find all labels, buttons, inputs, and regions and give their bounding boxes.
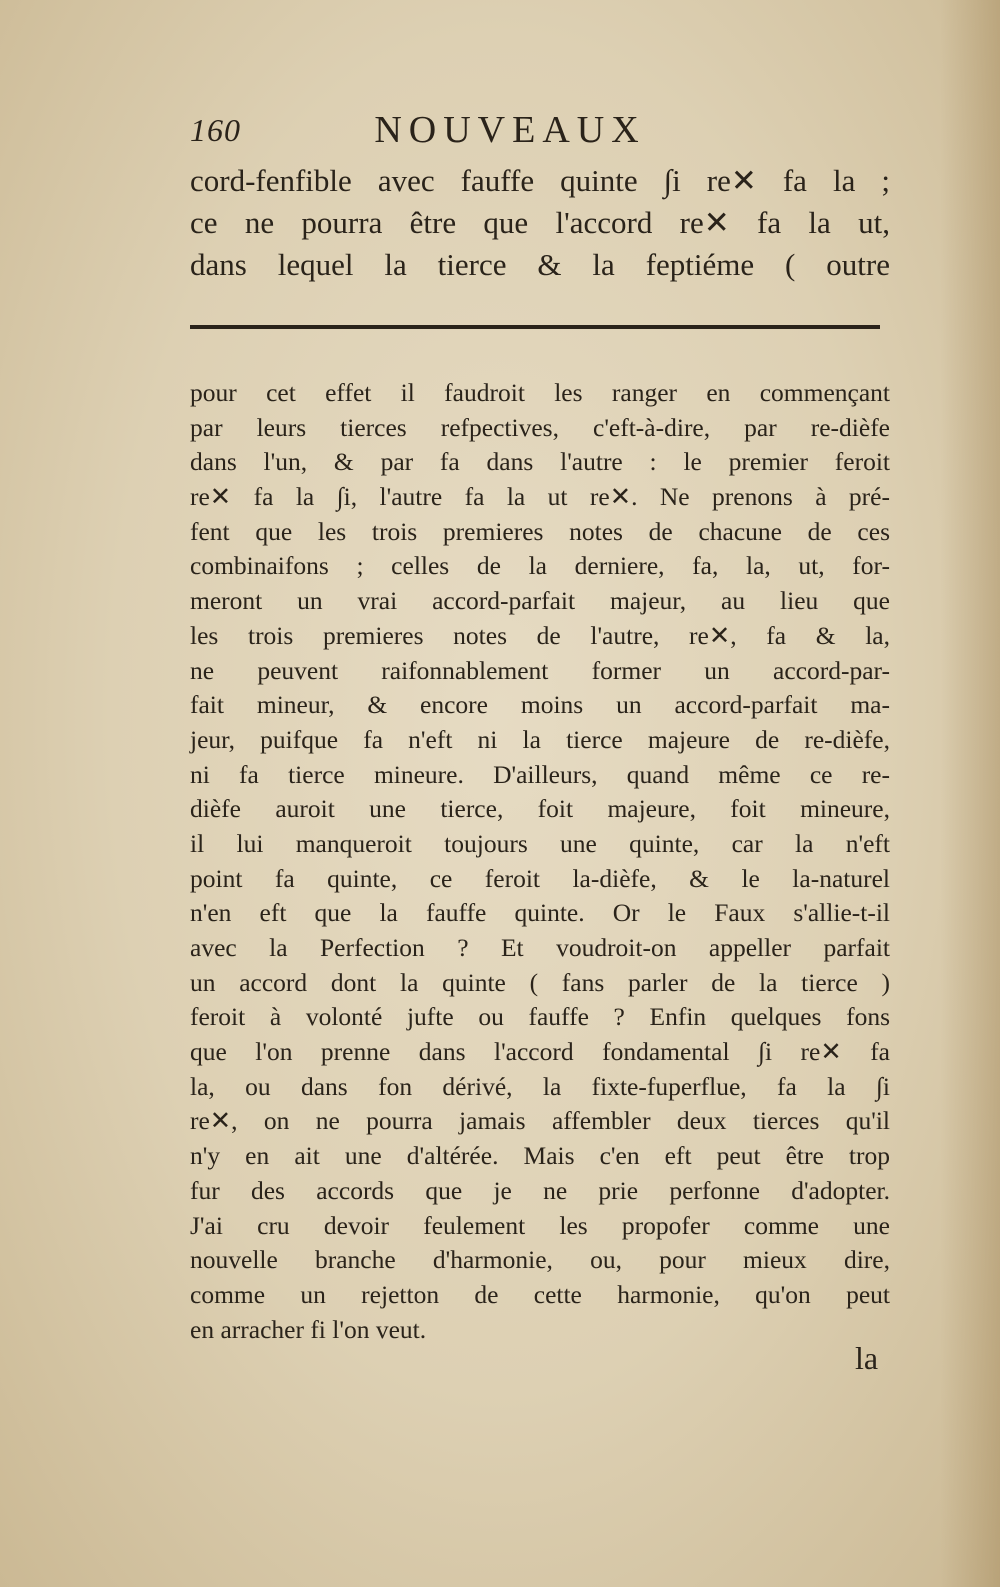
footnote-line: comme un rejetton de cette harmonie, qu'on peut [190, 1279, 890, 1309]
footnote-line: fent que les trois premieres notes de chacune de ces [190, 516, 890, 546]
catchword: la [855, 1340, 879, 1376]
footnote-line: jeur, puifque fa n'eft ni la tierce majeure de re-dièfe, [190, 724, 890, 754]
footnote-line: J'ai cru devoir feulement les propofer comme une [190, 1210, 890, 1240]
footnote-line: la, ou dans fon dérivé, la fixte-fuperflue, fa la ∫i [190, 1071, 890, 1101]
main-text-line: cord-fenfible avec fauffe quinte ∫i re✕ fa la ; [190, 163, 890, 198]
footnote-line: feroit à volonté jufte ou fauffe ? Enfin quelques fons [190, 1002, 890, 1032]
footnote-line: un accord dont la quinte ( fans parler de la tierce ) [190, 967, 890, 997]
footnote-line: combinaifons ; celles de la derniere, fa, la, ut, for- [190, 551, 890, 581]
footnote-line: point fa quinte, ce feroit la-dièfe, & le la-naturel [190, 863, 890, 893]
footnote-line: re✕, on ne pourra jamais affembler deux tierces qu'il [190, 1106, 890, 1136]
main-text-line: dans lequel la tierce & la feptiéme ( outre [190, 247, 890, 282]
footnote-line: par leurs tierces refpectives, c'eft-à-dire, par re-dièfe [190, 412, 890, 442]
footnote-line: ne peuvent raifonnablement former un accord-par- [190, 655, 890, 685]
footnote-line: nouvelle branche d'harmonie, ou, pour mieux dire, [190, 1245, 890, 1275]
footnote-line: re✕ fa la ∫i, l'autre fa la ut re✕. Ne prenons à pré- [190, 482, 890, 512]
footnote-line: que l'on prenne dans l'accord fondamental ∫i re✕ fa [190, 1037, 890, 1067]
main-text [190, 160, 890, 286]
footnote-line: dièfe auroit une tierce, foit majeure, foit mineure, [190, 794, 890, 824]
footnote-line: n'en eft que la fauffe quinte. Or le Faux s'allie-t-il [190, 898, 890, 928]
footnote-line: ni fa tierce mineure. D'ailleurs, quand même ce re- [190, 759, 890, 789]
footnote-line: avec la Perfection ? Et voudroit-on appeller parfait [190, 933, 890, 962]
footnote-line: il lui manqueroit toujours une quinte, car la n'eft [190, 828, 890, 858]
footnote-line: fur des accords que je ne prie perfonne d'adopter. [190, 1175, 890, 1205]
page-number: 160 [190, 112, 241, 148]
page-header [190, 108, 890, 156]
footnote-line: n'y en ait une d'altérée. Mais c'en eft peut être trop [190, 1141, 890, 1171]
footnote-text [190, 376, 890, 1347]
footnote-line: pour cet effet il faudroit les ranger en commençant [190, 378, 890, 407]
footnote-line: fait mineur, & encore moins un accord-parfait ma- [190, 690, 890, 720]
footnote-line: meront un vrai accord-parfait majeur, au lieu que [190, 586, 890, 616]
footnote-line: en arracher fi l'on veut. [190, 1314, 427, 1344]
main-text-line: ce ne pourra être que l'accord re✕ fa la ut, [190, 205, 890, 240]
footnote-separator-rule [190, 325, 880, 329]
running-title: NOUVEAUX [374, 109, 646, 151]
footnote-line: dans l'un, & par fa dans l'autre : le premier feroit [190, 447, 890, 477]
footnote-line: les trois premieres notes de l'autre, re✕, fa & la, [190, 620, 890, 650]
